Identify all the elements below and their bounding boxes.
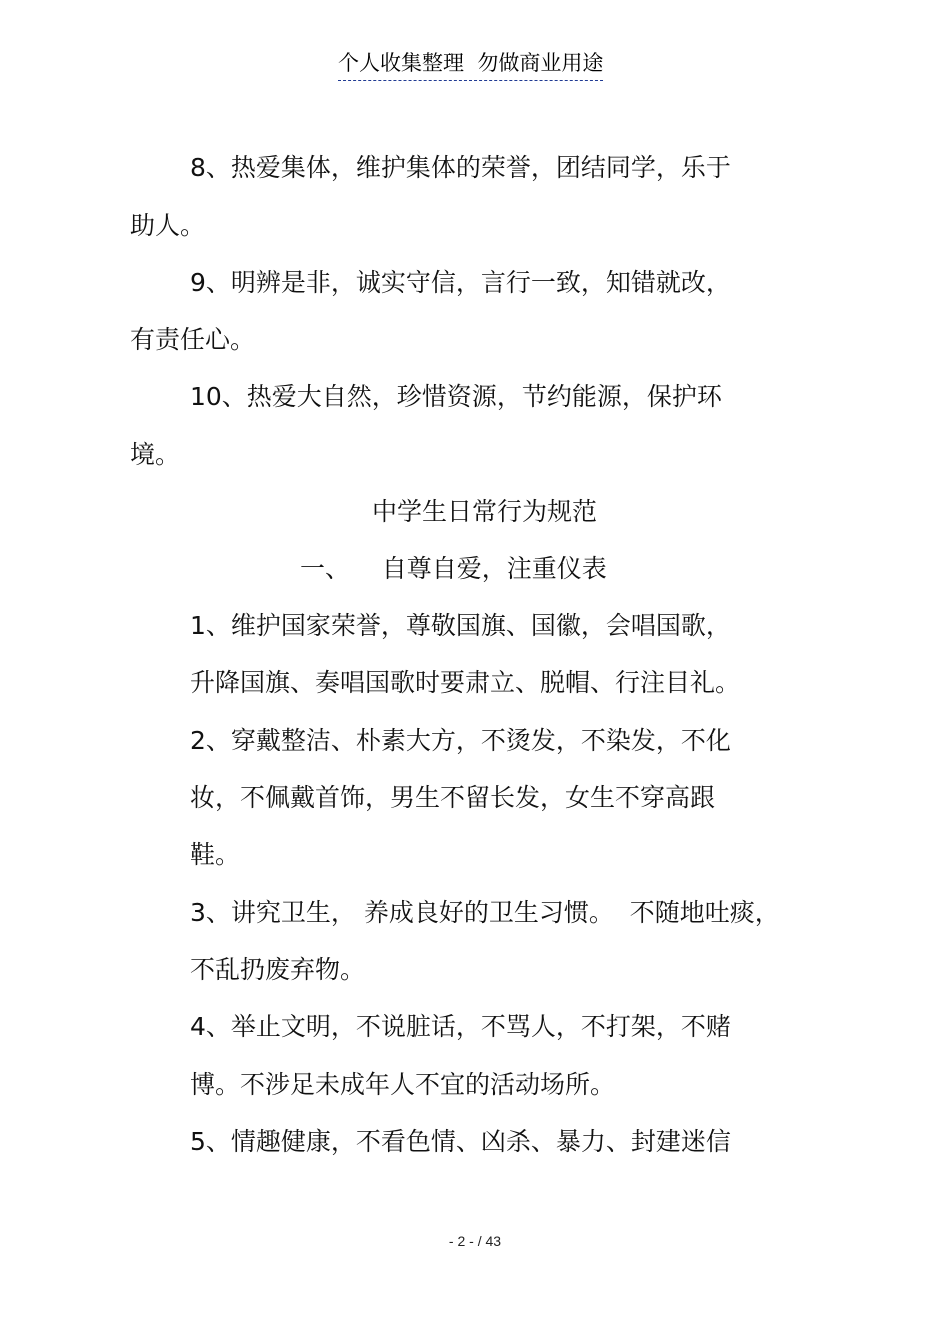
body-line: 8、热爱集体，维护集体的荣誉，团结同学，乐于 <box>190 153 731 182</box>
body-line: 1、维护国家荣誉，尊敬国旗、国徽，会唱国歌， <box>190 611 731 640</box>
section-heading: 一、 自尊自爱，注重仪表 <box>300 554 607 583</box>
body-line: 4、举止文明，不说脏话，不骂人，不打架，不赌 <box>190 1012 731 1041</box>
body-line: 妆，不佩戴首饰，男生不留长发，女生不穿高跟 <box>190 783 716 812</box>
body-line: 助人。 <box>130 211 206 240</box>
body-line: 9、明辨是非，诚实守信，言行一致，知错就改， <box>190 268 731 297</box>
body-line: 鞋。 <box>190 840 241 869</box>
body-line: 博。不涉足未成年人不宜的活动场所。 <box>190 1070 616 1099</box>
page-number: - 2 - / 43 <box>448 1233 502 1249</box>
body-line: 境。 <box>130 440 181 469</box>
body-line: 2、穿戴整洁、朴素大方，不烫发，不染发，不化 <box>190 726 731 755</box>
body-line: 有责任心。 <box>130 325 256 354</box>
body-line: 升降国旗、奏唱国歌时要肃立、脱帽、行注目礼。 <box>190 668 741 697</box>
body-line: 不乱扔废弃物。 <box>190 955 366 984</box>
body-line: 3、讲究卫生， 养成良好的卫生习惯。 不随地吐痰， <box>190 898 780 927</box>
page-header: 个人收集整理 勿做商业用途 <box>338 47 603 81</box>
body-line: 5、情趣健康，不看色情、凶杀、暴力、封建迷信 <box>190 1127 731 1156</box>
section-title: 中学生日常行为规范 <box>372 497 598 526</box>
body-line: 10、热爱大自然，珍惜资源，节约能源，保护环 <box>190 382 722 411</box>
